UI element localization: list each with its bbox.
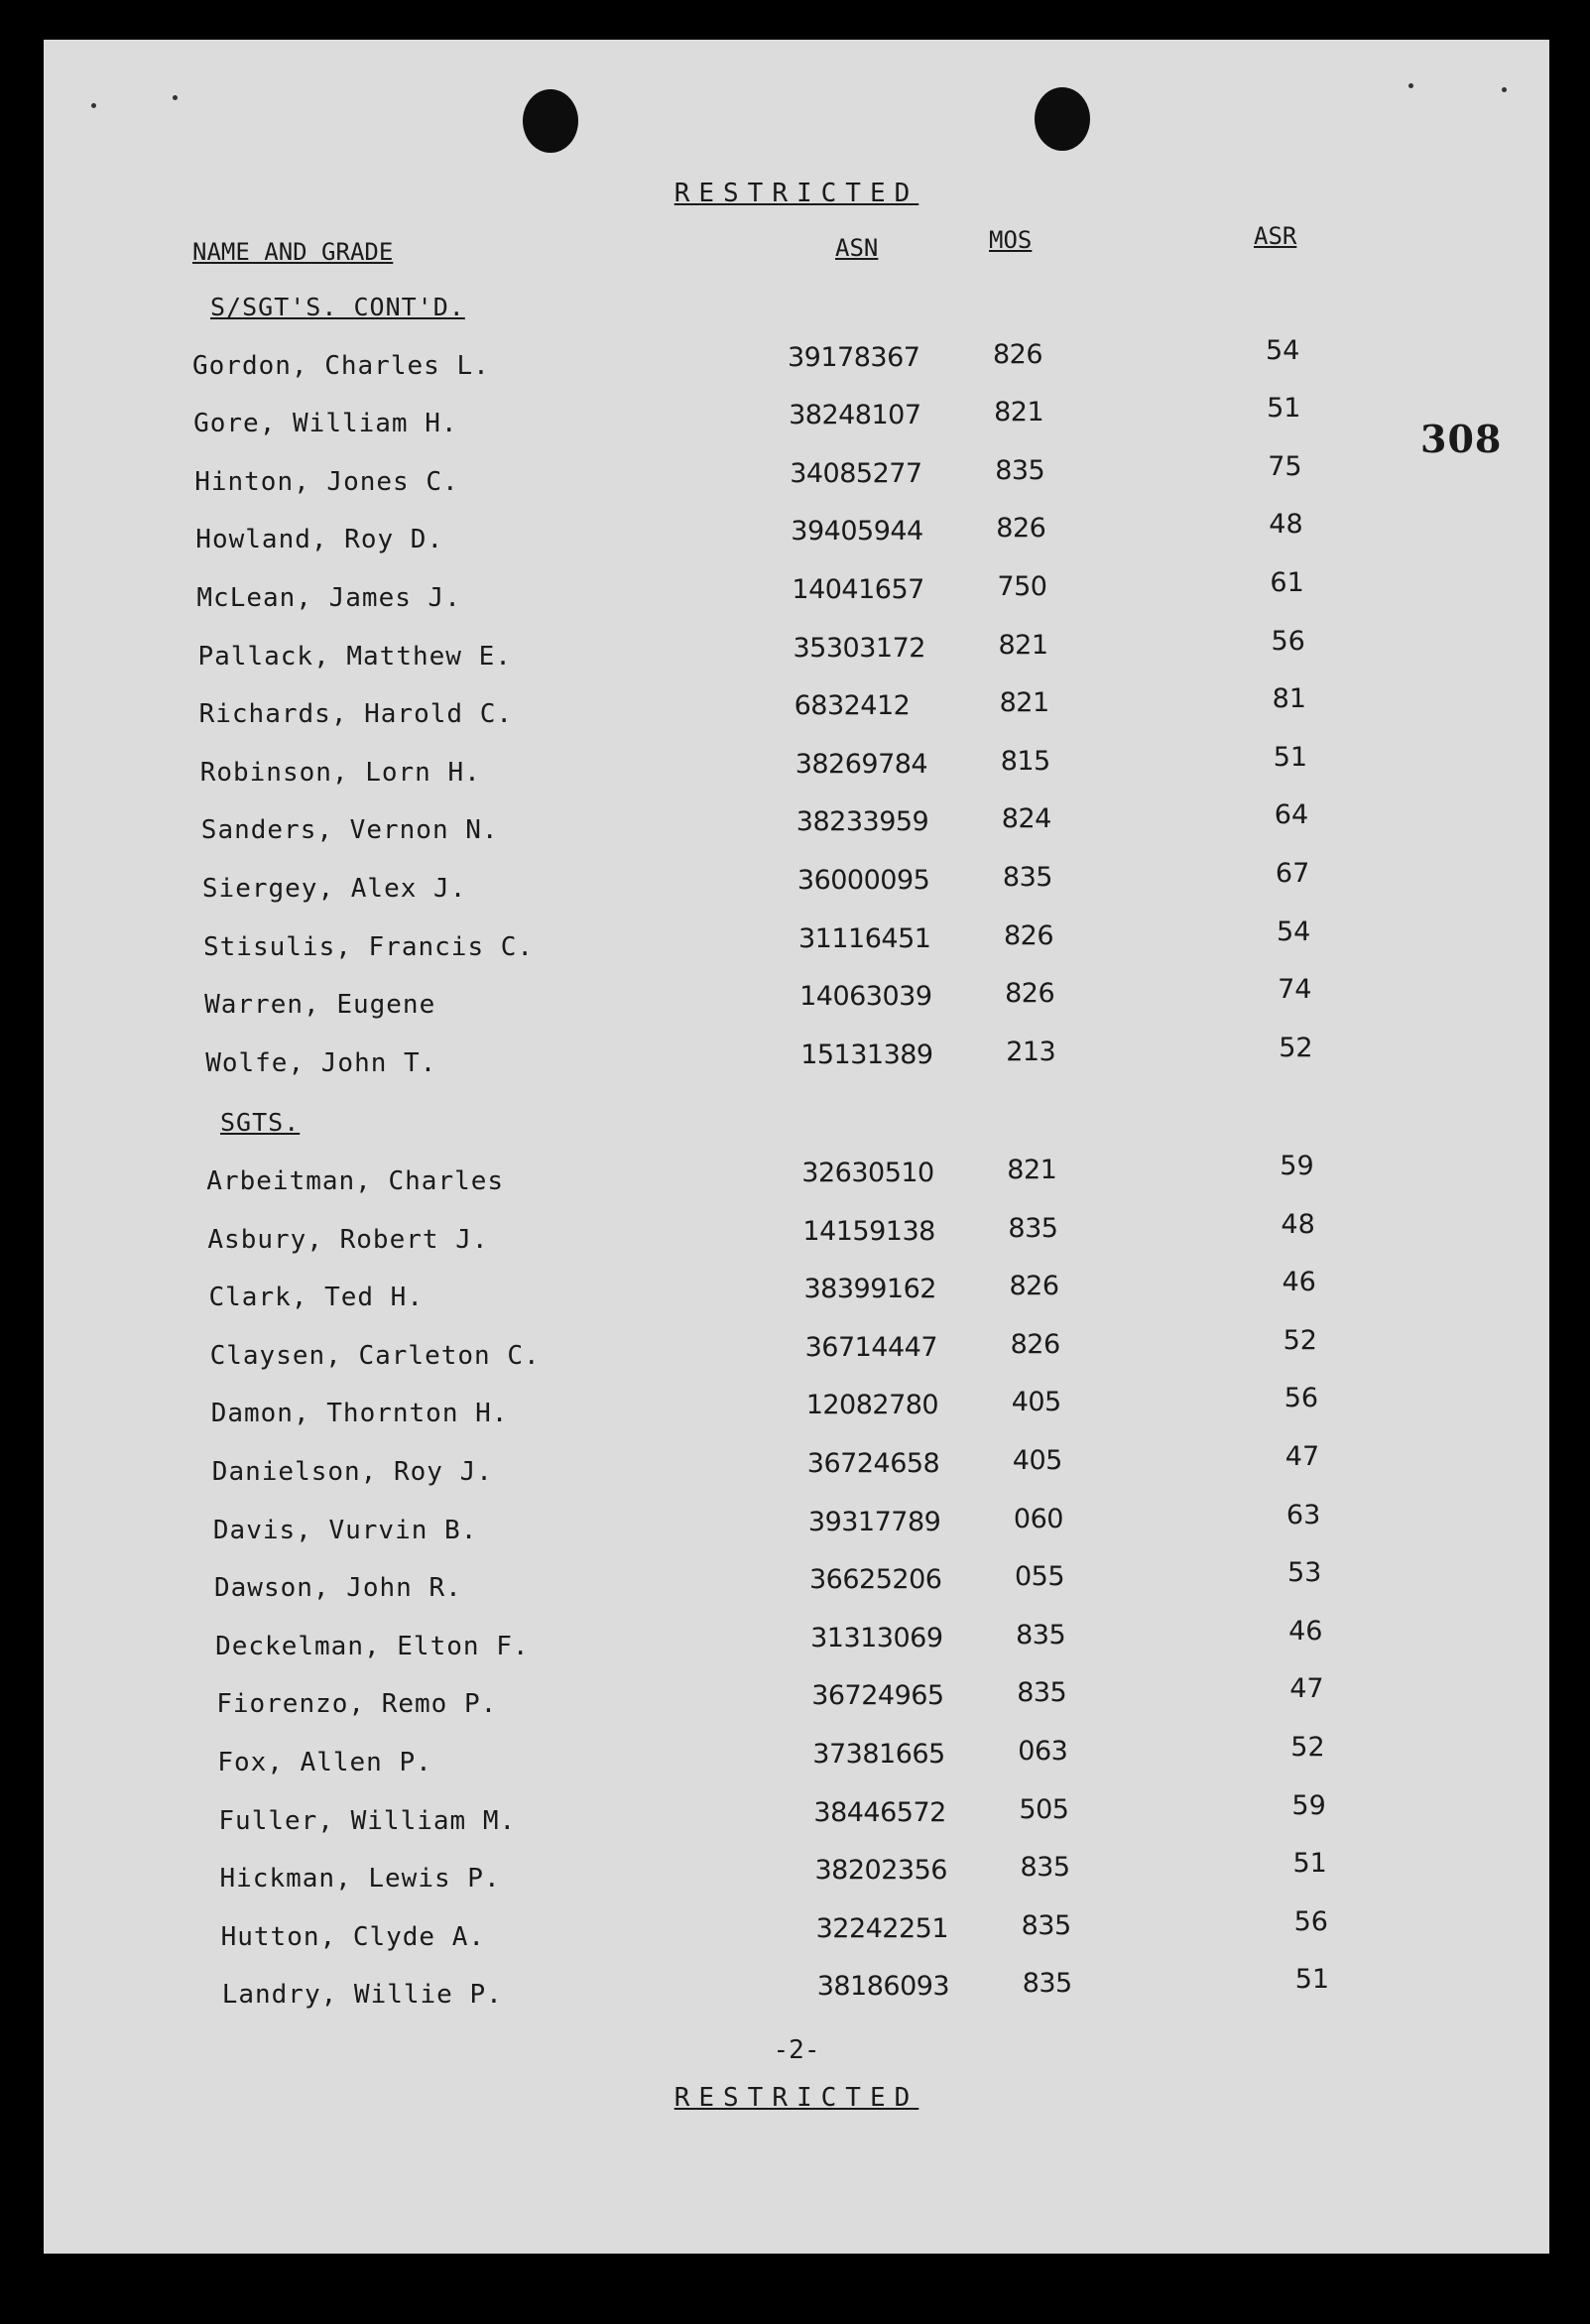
- cell-asn: 36724965: [811, 1680, 944, 1712]
- column-header-asr: ASR: [1254, 222, 1297, 250]
- speck-mark: [1408, 83, 1413, 88]
- page-number: -2-: [773, 2035, 820, 2065]
- table-row: [216, 1673, 1506, 1723]
- cell-asn: 36714447: [804, 1331, 938, 1363]
- cell-asr: 63: [1285, 1499, 1321, 1530]
- cell-asn: 36625206: [809, 1564, 942, 1596]
- cell-asn: 39317789: [807, 1506, 941, 1537]
- cell-name: Richards, Harold C.: [198, 699, 514, 730]
- cell-name: Arbeitman, Charles: [206, 1166, 505, 1196]
- table-row: [205, 1032, 1495, 1082]
- cell-name: Davis, Vurvin B.: [212, 1515, 478, 1545]
- cell-mos: 835: [1020, 1852, 1070, 1884]
- footer-classification: RESTRICTED: [673, 2083, 919, 2113]
- cell-name: Hinton, Jones C.: [194, 466, 459, 497]
- cell-asn: 12082780: [805, 1390, 939, 1421]
- cell-name: Wolfe, John T.: [205, 1047, 437, 1078]
- table-row: [210, 1383, 1501, 1432]
- cell-name: McLean, James J.: [196, 583, 461, 613]
- table-row: [219, 1848, 1510, 1897]
- cell-mos: 821: [1007, 1155, 1057, 1185]
- cell-asn: 14063039: [799, 981, 932, 1013]
- cell-asn: 15131389: [800, 1039, 933, 1070]
- table-row: [215, 1615, 1505, 1665]
- cell-mos: 821: [998, 629, 1048, 661]
- cell-asn: 38446572: [813, 1796, 946, 1828]
- punch-hole-right: [1035, 87, 1090, 151]
- cell-mos: 815: [1000, 745, 1050, 777]
- speck-mark: [173, 95, 178, 100]
- cell-asr: 46: [1282, 1267, 1316, 1298]
- cell-asr: 56: [1293, 1905, 1328, 1937]
- cell-asn: 31116451: [798, 922, 931, 954]
- cell-name: Robinson, Lorn H.: [199, 757, 481, 788]
- cell-asn: 35303172: [793, 632, 925, 664]
- cell-asr: 59: [1280, 1151, 1314, 1181]
- cell-asn: 36000095: [796, 865, 930, 896]
- cell-asr: 48: [1269, 509, 1303, 541]
- cell-asr: 74: [1278, 974, 1312, 1006]
- cell-asr: 51: [1294, 1964, 1330, 1996]
- cell-name: Sanders, Vernon N.: [200, 815, 499, 846]
- column-header-asn: ASN: [835, 234, 879, 262]
- cell-mos: 835: [1017, 1677, 1067, 1709]
- cell-name: Pallack, Matthew E.: [197, 641, 512, 672]
- cell-asn: 37381665: [812, 1739, 945, 1770]
- table-row: [198, 683, 1489, 733]
- table-row: [201, 858, 1492, 908]
- cell-name: Fox, Allen P.: [217, 1748, 432, 1777]
- document-page: [44, 40, 1549, 2254]
- cell-asn: 39405944: [791, 516, 923, 548]
- table-row: [207, 1208, 1497, 1259]
- cell-asr: 51: [1267, 393, 1301, 425]
- cell-mos: 835: [1008, 1212, 1058, 1244]
- table-row: [220, 1905, 1511, 1956]
- cell-asn: 14159138: [802, 1215, 935, 1247]
- cell-mos: 060: [1013, 1503, 1063, 1534]
- cell-asn: 6832412: [794, 690, 911, 722]
- cell-asn: 32630510: [801, 1158, 934, 1188]
- cell-mos: 750: [997, 571, 1047, 602]
- cell-asn: 38186093: [816, 1971, 950, 2003]
- cell-asr: 48: [1281, 1208, 1315, 1240]
- cell-asr: 52: [1290, 1732, 1325, 1763]
- table-row: [214, 1557, 1504, 1607]
- cell-asn: 38202356: [814, 1855, 947, 1887]
- punch-hole-left: [523, 89, 578, 153]
- cell-mos: 835: [1016, 1619, 1066, 1651]
- cell-name: Asbury, Robert J.: [207, 1224, 489, 1255]
- cell-mos: 826: [996, 513, 1046, 545]
- table-row: [206, 1151, 1496, 1200]
- cell-asn: 38248107: [789, 400, 921, 431]
- section-title: SGTS.: [220, 1108, 301, 1138]
- cell-mos: 835: [1021, 1909, 1071, 1941]
- cell-asr: 64: [1274, 799, 1309, 831]
- cell-asn: 31313069: [810, 1622, 943, 1653]
- cell-name: Howland, Roy D.: [195, 525, 444, 555]
- cell-asr: 61: [1270, 567, 1304, 598]
- cell-asr: 59: [1291, 1789, 1326, 1821]
- cell-asr: 67: [1275, 858, 1310, 889]
- table-row: [203, 916, 1493, 966]
- cell-name: Deckelman, Elton F.: [215, 1631, 530, 1661]
- cell-mos: 063: [1018, 1736, 1068, 1767]
- cell-asn: 39178367: [788, 341, 920, 373]
- cell-asr: 56: [1284, 1383, 1319, 1414]
- cell-mos: 405: [1012, 1445, 1062, 1476]
- cell-mos: 213: [1006, 1036, 1056, 1067]
- cell-name: Stisulis, Francis C.: [203, 931, 535, 962]
- cell-mos: 405: [1011, 1387, 1061, 1418]
- table-row: [218, 1789, 1508, 1840]
- cell-name: Claysen, Carleton C.: [209, 1340, 541, 1371]
- table-row: [194, 450, 1484, 501]
- speck-mark: [91, 103, 96, 108]
- speck-mark: [1502, 87, 1507, 92]
- cell-mos: 824: [1001, 803, 1051, 835]
- column-header-mos: MOS: [989, 226, 1033, 254]
- cell-asr: 52: [1283, 1324, 1317, 1356]
- table-row: [192, 334, 1482, 385]
- cell-name: Gordon, Charles L.: [192, 350, 490, 381]
- cell-asn: 36724658: [806, 1448, 940, 1479]
- cell-asr: 51: [1273, 741, 1308, 773]
- cell-mos: 821: [994, 397, 1044, 428]
- cell-name: Gore, William H.: [193, 409, 458, 439]
- section-title: S/SGT'S. CONT'D.: [210, 293, 465, 321]
- cell-name: Landry, Willie P.: [221, 1980, 503, 2011]
- table-row: [221, 1964, 1512, 2014]
- cell-mos: 835: [1022, 1968, 1072, 2000]
- cell-asr: 53: [1287, 1557, 1322, 1589]
- cell-name: Fiorenzo, Remo P.: [216, 1689, 498, 1720]
- cell-name: Clark, Ted H.: [208, 1283, 424, 1313]
- cell-name: Fuller, William M.: [218, 1805, 517, 1836]
- cell-asr: 52: [1279, 1032, 1313, 1063]
- cell-asn: 38399162: [803, 1274, 936, 1305]
- table-row: [197, 625, 1488, 675]
- cell-asr: 54: [1277, 916, 1311, 947]
- cell-asr: 56: [1271, 625, 1305, 657]
- cell-asr: 47: [1289, 1673, 1324, 1705]
- cell-asn: 38269784: [795, 748, 928, 780]
- table-row: [204, 974, 1494, 1024]
- table-row: [208, 1267, 1499, 1316]
- header-classification: RESTRICTED: [673, 179, 919, 208]
- table-row: [195, 509, 1485, 558]
- cell-asn: 32242251: [815, 1912, 949, 1944]
- table-row: [212, 1499, 1503, 1549]
- cell-mos: 826: [1005, 978, 1055, 1010]
- cell-asr: 81: [1272, 683, 1306, 715]
- cell-mos: 835: [995, 454, 1045, 486]
- cell-mos: 835: [1002, 862, 1052, 893]
- cell-mos: 055: [1015, 1561, 1065, 1593]
- cell-mos: 826: [1009, 1271, 1059, 1302]
- table-row: [209, 1324, 1500, 1375]
- cell-asr: 46: [1288, 1615, 1323, 1647]
- table-row: [211, 1441, 1502, 1491]
- cell-asr: 51: [1292, 1848, 1327, 1880]
- cell-asr: 54: [1266, 334, 1300, 366]
- table-row: [196, 567, 1486, 617]
- cell-mos: 505: [1019, 1793, 1069, 1825]
- table-row: [200, 799, 1491, 849]
- cell-asn: 38233959: [795, 806, 929, 838]
- cell-asn: 14041657: [792, 574, 924, 605]
- cell-name: Warren, Eugene: [204, 990, 436, 1021]
- cell-mos: 826: [1004, 919, 1054, 951]
- cell-asn: 34085277: [790, 457, 922, 489]
- column-header-name-grade: NAME AND GRADE: [192, 238, 394, 266]
- cell-name: Hickman, Lewis P.: [219, 1864, 501, 1895]
- cell-asr: 47: [1284, 1441, 1320, 1472]
- cell-name: Siergey, Alex J.: [201, 874, 467, 904]
- cell-name: Danielson, Roy J.: [211, 1457, 493, 1487]
- table-row: [199, 741, 1490, 792]
- cell-mos: 826: [993, 338, 1043, 370]
- cell-mos: 826: [1010, 1328, 1060, 1360]
- table-row: [193, 393, 1483, 442]
- cell-name: Dawson, John R.: [214, 1573, 462, 1604]
- cell-mos: 821: [999, 687, 1049, 719]
- cell-name: Hutton, Clyde A.: [220, 1921, 486, 1952]
- cell-name: Damon, Thornton H.: [210, 1399, 509, 1429]
- page-stamp-number: 308: [1420, 417, 1503, 461]
- cell-asr: 75: [1268, 450, 1302, 482]
- table-row: [217, 1732, 1507, 1781]
